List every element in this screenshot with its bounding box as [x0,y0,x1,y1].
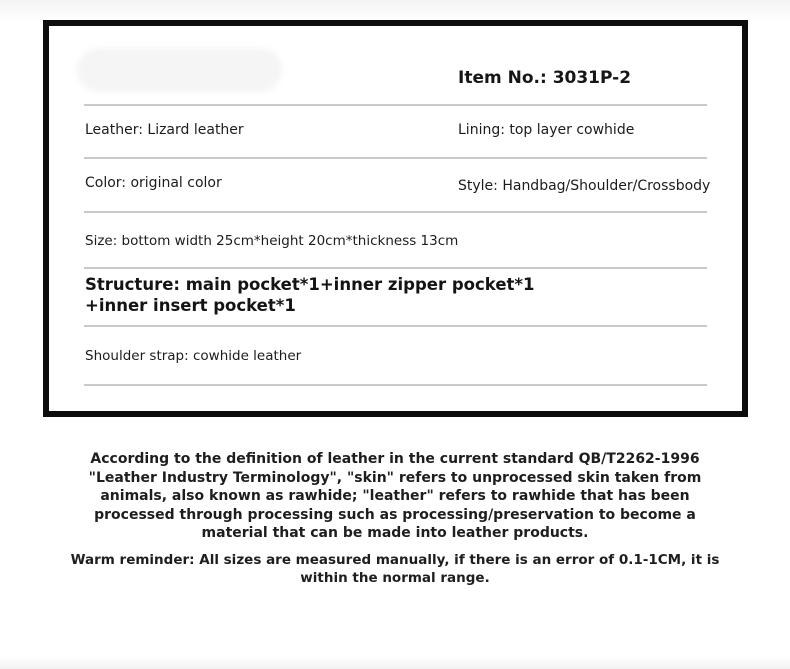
leather-definition-note: According to the definition of leather in the current standard QB/T2262-1996 "Leather Industry Terminology", "skin" refers to unprocessed skin taken from animals, also known as rawhide; "leather" refers to rawhide that has been processed through processing such as processing/preservation to become a material that can be made into leather products. [88,451,702,541]
blurred-logo [77,48,282,92]
leather-spec: Leather: Lizard leather [85,122,244,138]
divider [84,211,707,213]
divider [84,384,707,386]
spec-card [43,20,748,417]
structure-spec [85,274,545,316]
item-number: Item No.: 3031P-2 [458,68,632,88]
structure-line-2: +inner insert pocket*1 [85,296,296,315]
measurement-reminder: Warm reminder: All sizes are measured manually, if there is an error of 0.1-1CM, it is within the normal range. [70,552,720,586]
style-spec: Style: Handbag/Shoulder/Crossbody [458,178,711,194]
structure-line-1: Structure: main pocket*1+inner zipper pocket*1 [85,275,535,294]
color-spec: Color: original color [85,175,222,191]
divider [84,157,707,159]
divider [84,104,707,106]
divider [84,267,707,269]
shoulder-strap-spec: Shoulder strap: cowhide leather [85,348,302,364]
top-shade [0,0,790,22]
bottom-shade [0,655,790,669]
divider [84,325,707,327]
lining-spec: Lining: top layer cowhide [458,122,635,138]
size-spec: Size: bottom width 25cm*height 20cm*thickness 13cm [85,233,459,249]
